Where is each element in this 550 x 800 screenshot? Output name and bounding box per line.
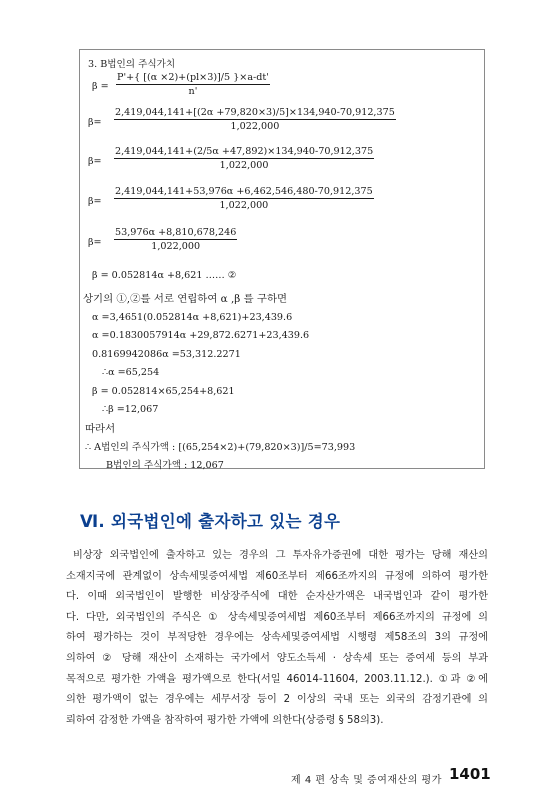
formula-numerator: 2,419,044,141+53,976α +6,462,546,480-70,912,375 [115, 186, 373, 197]
formula-numerator: P'+{ [(α ×2)+(pl×3)]/5 }×a-dt' [117, 72, 269, 83]
formula-lhs: β= [88, 117, 102, 128]
formula-fraction [114, 227, 237, 253]
section-title: Ⅵ. 외국법인에 출자하고 있는 경우 [80, 512, 341, 531]
paragraph-line: 소재지국에 관계없이 상속세및증여세법 제60조부터 제66조까지의 규정에 의하여 평가한 [66, 570, 488, 582]
paragraph-line: 의하여 ② 당해 재산이 소재하는 국가에서 양도소득세 · 상속세 또는 증여세 등의 부과 [66, 652, 488, 664]
formula-denominator: n' [188, 86, 198, 97]
therefore-label: 따라서 [85, 423, 116, 435]
page-number: 1401 [449, 765, 491, 783]
formula-lhs: β= [88, 196, 102, 207]
formula-numerator: 2,419,044,141+(2/5α +47,892)×134,940-70,912,375 [115, 146, 374, 157]
paragraph-line: 목적으로 평가한 가액을 평가액으로 한다(서일 46014-11604, 2003.11.12.). ①과 ②에 [66, 673, 488, 685]
paragraph-line: 의한 평가액이 없는 경우에는 세무서장 등이 2 이상의 국내 또는 외국의 감정기관에 의 [66, 694, 488, 706]
formula-denominator: 1,022,000 [219, 200, 269, 211]
formula-lhs: β = [92, 81, 109, 92]
final-b-value: B법인의 주식가액 : 12,067 [106, 460, 224, 471]
formula-denominator: 1,022,000 [219, 160, 269, 171]
formula-fraction [114, 146, 374, 172]
final-a-value: ∴ A법인의 주식가액 : [(65,254×2)+(79,820×3)]/5=73,993 [85, 442, 356, 453]
formula-lhs: β= [88, 156, 102, 167]
paragraph-line: 뢰하여 감정한 가액을 참작하여 평가한 가액에 의한다(상증령 § 58의3). [66, 714, 384, 726]
paragraph-line: 하여 평가하는 것이 부적당한 경우에는 상속세및증여세법 시행령 제58조의 3의 규정에 [66, 632, 488, 644]
worked-example-box [79, 49, 485, 469]
solution-step: α =3,4651(0.052814α +8,621)+23,439.6 [92, 312, 293, 323]
solution-step: 0.8169942086α =53,312.2271 [92, 349, 241, 360]
formula-fraction [114, 107, 396, 133]
body-paragraph [66, 546, 488, 731]
paragraph-line: 다. 이때 외국법인이 발행한 비상장주식에 대한 순자산가액은 내국법인과 같이 평가한 [66, 591, 488, 603]
formula-denominator: 1,022,000 [230, 121, 280, 132]
formula-denominator: 1,022,000 [151, 241, 201, 252]
beta-result: β = 0.052814α +8,621 …… ② [92, 270, 237, 281]
formula-lhs: β= [88, 237, 102, 248]
formula-fraction [114, 186, 374, 212]
running-footer-title: 제 4 편 상속 및 증여재산의 평가 [291, 775, 442, 786]
solution-step: β = 0.052814×65,254+8,621 [92, 386, 235, 397]
formula-numerator: 2,419,044,141+[(2α +79,820×3)/5]×134,940-70,912,375 [115, 107, 395, 118]
formula-fraction [116, 72, 270, 98]
paragraph-line: 다. 다만, 외국법인의 주식은 ① 상속세및증여세법 제60조부터 제66조까지의 규정에 의 [66, 611, 488, 623]
formula-numerator: 53,976α +8,810,678,246 [115, 227, 237, 238]
solution-step: ∴β =12,067 [102, 404, 159, 415]
solution-step: ∴α =65,254 [102, 367, 160, 378]
solve-intro: 상기의 ①,②를 서로 연립하여 α ,β 를 구하면 [83, 293, 288, 305]
solution-step: α =0.1830057914α +29,872.6271+23,439.6 [92, 330, 310, 341]
subsection-heading: 3. B법인의 주식가치 [88, 59, 176, 70]
paragraph-line: 비상장 외국법인에 출자하고 있는 경우의 그 투자유가증권에 대한 평가는 당해 재산의 [73, 550, 488, 561]
